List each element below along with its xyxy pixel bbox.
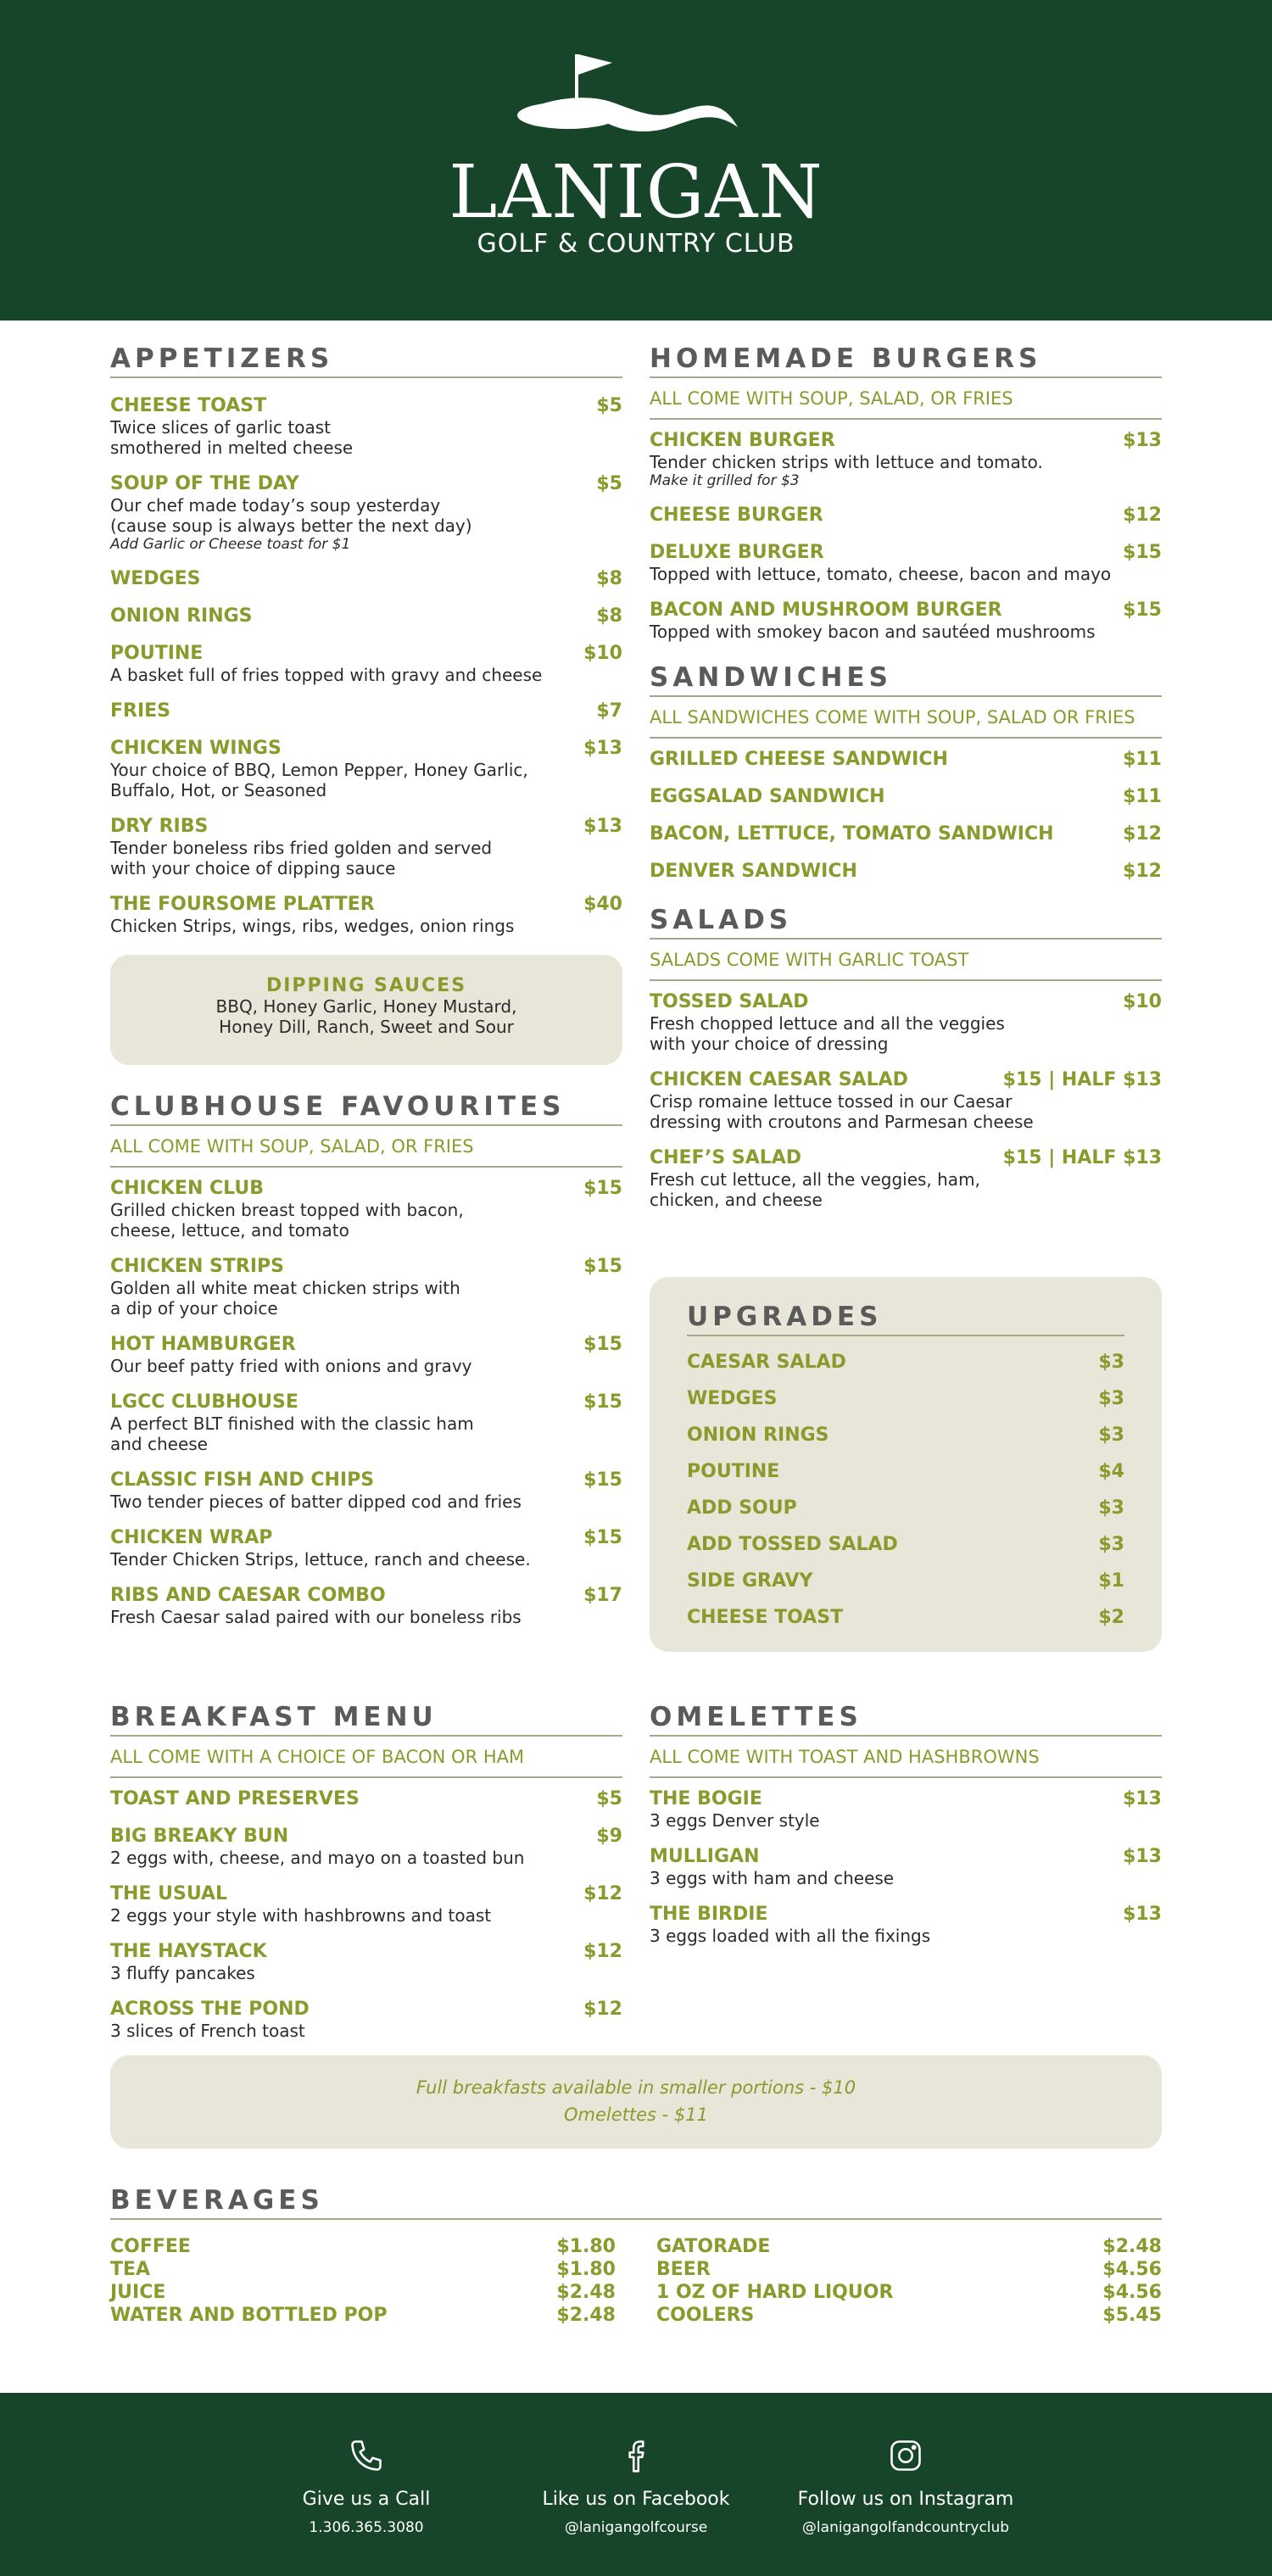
- item-price: $13: [1123, 1846, 1162, 1867]
- item-price: $17: [583, 1585, 622, 1606]
- item-price: $1.80: [556, 2236, 616, 2257]
- item-name: CHICKEN CAESAR SALAD: [650, 1069, 908, 1090]
- item-name: JUICE: [110, 2282, 166, 2303]
- item-price: $15: [1123, 542, 1162, 563]
- item-desc: Crisp romaine lettuce tossed in our Caesar: [650, 1091, 1013, 1112]
- footer-instagram-title: Follow us on Instagram: [797, 2489, 1014, 2510]
- item-name: THE BOGIE: [650, 1788, 762, 1809]
- item-price: $2.48: [556, 2305, 616, 2326]
- menu-item: [650, 505, 1162, 527]
- item-price: $13: [583, 738, 622, 759]
- item-name: CAESAR SALAD: [687, 1352, 846, 1373]
- item-desc: (cause soup is always better the next day): [110, 516, 472, 536]
- menu-item: [110, 1527, 622, 1570]
- item-desc: 3 eggs loaded with all the fixings: [650, 1926, 931, 1946]
- salads-section: [650, 904, 1162, 1210]
- section-title: BREAKFAST MENU: [110, 1701, 622, 1737]
- item-desc: Golden all white meat chicken strips with: [110, 1278, 460, 1298]
- item-name: COOLERS: [656, 2305, 755, 2326]
- item-desc: Fresh Caesar salad paired with our boneless ribs: [110, 1607, 522, 1627]
- item-price: $15: [583, 1391, 622, 1413]
- footer-facebook-title: Like us on Facebook: [542, 2489, 730, 2510]
- menu-item: [110, 605, 622, 627]
- item-price: $2.48: [1102, 2236, 1162, 2257]
- item-name: ADD SOUP: [687, 1497, 797, 1519]
- menu-item: [110, 1469, 622, 1512]
- item-name: THE BIRDIE: [650, 1904, 768, 1925]
- section-title: OMELETTES: [650, 1701, 1162, 1737]
- item-name: COFFEE: [110, 2236, 191, 2257]
- beverages-left: [110, 2235, 616, 2327]
- item-price: $1.80: [556, 2259, 616, 2280]
- item-price: $5: [596, 395, 622, 416]
- item-price: $15: [583, 1256, 622, 1277]
- menu-item: [650, 1904, 1162, 1946]
- item-desc: a dip of your choice: [110, 1298, 278, 1319]
- item-price: $15: [583, 1178, 622, 1199]
- item-desc: 3 eggs Denver style: [650, 1810, 820, 1831]
- item-name: RIBS AND CAESAR COMBO: [110, 1585, 386, 1606]
- item-name: BACON AND MUSHROOM BURGER: [650, 599, 1002, 621]
- menu-item: [110, 1334, 622, 1376]
- item-desc: Fresh cut lettuce, all the veggies, ham,: [650, 1169, 980, 1190]
- item-price: $3: [1098, 1534, 1124, 1555]
- menu-item: [110, 473, 622, 553]
- item-desc: Tender Chicken Strips, lettuce, ranch and cheese.: [110, 1549, 531, 1570]
- item-price: $9: [596, 1826, 622, 1847]
- item-name: MULLIGAN: [650, 1846, 760, 1867]
- menu-item: [110, 568, 622, 590]
- beverage-item: [656, 2258, 1162, 2281]
- item-name: CLASSIC FISH AND CHIPS: [110, 1469, 375, 1491]
- item-desc: Fresh chopped lettuce and all the veggies: [650, 1013, 1005, 1034]
- item-price: $7: [596, 700, 622, 722]
- footer-instagram-handle[interactable]: @lanigangolfandcountryclub: [801, 2519, 1010, 2536]
- menu-item: [650, 749, 1162, 771]
- item-name: BEER: [656, 2259, 711, 2280]
- upgrade-item: [687, 1352, 1124, 1374]
- item-desc: Buffalo, Hot, or Seasoned: [110, 780, 327, 800]
- item-desc: Chicken Strips, wings, ribs, wedges, onion rings: [110, 916, 515, 936]
- item-desc: dressing with croutons and Parmesan cheese: [650, 1112, 1034, 1132]
- beverage-item: [656, 2281, 1162, 2304]
- item-price: $12: [1123, 505, 1162, 526]
- item-note: Add Garlic or Cheese toast for $1: [110, 536, 351, 553]
- beverage-item: [656, 2235, 1162, 2258]
- item-desc: A basket full of fries topped with gravy and cheese: [110, 665, 543, 685]
- menu-item: [650, 786, 1162, 808]
- item-name: FRIES: [110, 700, 171, 722]
- menu-item: [110, 1941, 622, 1983]
- section-title: SANDWICHES: [650, 661, 1162, 697]
- item-price: $13: [1123, 1788, 1162, 1809]
- item-name: CHEESE TOAST: [110, 395, 267, 416]
- item-name: CHICKEN WRAP: [110, 1527, 273, 1548]
- item-price: $2.48: [556, 2282, 616, 2303]
- item-price: $5: [596, 473, 622, 494]
- item-name: TEA: [110, 2259, 151, 2280]
- item-desc: with your choice of dipping sauce: [110, 858, 396, 878]
- item-desc: 3 fluffy pancakes: [110, 1963, 255, 1983]
- breakfast-section: [110, 1701, 622, 2041]
- portions-note-line: Full breakfasts available in smaller portions - $10: [416, 2077, 856, 2098]
- item-price: $10: [583, 643, 622, 664]
- upgrade-item: [687, 1388, 1124, 1410]
- upgrades-box: [650, 1277, 1162, 1652]
- item-price: $15: [1123, 599, 1162, 621]
- item-desc: A perfect BLT finished with the classic ham: [110, 1413, 474, 1434]
- section-note: ALL SANDWICHES COME WITH SOUP, SALAD OR FRIES: [650, 697, 1162, 739]
- item-name: SIDE GRAVY: [687, 1570, 813, 1592]
- menu-item: [110, 395, 622, 458]
- item-name: POUTINE: [110, 643, 204, 664]
- item-desc: Your choice of BBQ, Lemon Pepper, Honey Garlic,: [110, 760, 528, 780]
- item-price: $1: [1098, 1570, 1124, 1592]
- section-title: HOMEMADE BURGERS: [650, 343, 1162, 378]
- item-price: $12: [583, 1941, 622, 1962]
- item-price: $13: [1123, 430, 1162, 451]
- item-price: $4.56: [1102, 2282, 1162, 2303]
- item-price: $5.45: [1102, 2305, 1162, 2326]
- item-desc: and cheese: [110, 1434, 208, 1454]
- item-name: TOAST AND PRESERVES: [110, 1788, 360, 1809]
- section-title: CLUBHOUSE FAVOURITES: [110, 1090, 622, 1126]
- item-price: $15 | HALF $13: [1002, 1147, 1162, 1168]
- item-price: $15: [583, 1334, 622, 1355]
- item-name: DENVER SANDWICH: [650, 861, 857, 882]
- item-price: $3: [1098, 1352, 1124, 1373]
- section-note: ALL COME WITH SOUP, SALAD, OR FRIES: [110, 1126, 622, 1168]
- item-price: $11: [1123, 749, 1162, 770]
- item-name: HOT HAMBURGER: [110, 1334, 296, 1355]
- menu-item: [110, 643, 622, 685]
- dipping-sauces-line: BBQ, Honey Garlic, Honey Mustard,: [215, 996, 517, 1017]
- item-desc: Grilled chicken breast topped with bacon,: [110, 1200, 464, 1220]
- beverages-section: [110, 2184, 1162, 2220]
- menu-item: [110, 1788, 622, 1810]
- item-price: $15 | HALF $13: [1002, 1069, 1162, 1090]
- upgrade-item: [687, 1570, 1124, 1592]
- item-name: POUTINE: [687, 1461, 780, 1482]
- menu-item: [110, 1585, 622, 1627]
- item-name: GATORADE: [656, 2236, 771, 2257]
- item-desc: with your choice of dressing: [650, 1034, 889, 1054]
- item-desc: Twice slices of garlic toast: [110, 417, 331, 438]
- item-price: $5: [596, 1788, 622, 1809]
- logo-title: LANIGAN: [449, 150, 823, 235]
- item-note: Make it grilled for $3: [650, 472, 800, 489]
- portions-note-box: [110, 2055, 1162, 2149]
- item-name: GRILLED CHEESE SANDWICH: [650, 749, 948, 770]
- menu-item: [650, 1069, 1162, 1132]
- item-name: WEDGES: [110, 568, 201, 589]
- item-desc: Our beef patty fried with onions and gravy: [110, 1356, 472, 1376]
- section-title: BEVERAGES: [110, 2184, 1162, 2220]
- menu-item: [650, 1147, 1162, 1210]
- upgrade-item: [687, 1425, 1124, 1447]
- footer-call-title: Give us a Call: [302, 2489, 431, 2510]
- item-desc: Tender boneless ribs fried golden and served: [110, 838, 493, 858]
- footer: [0, 2393, 1272, 2576]
- item-desc: Topped with lettuce, tomato, cheese, bacon and mayo: [650, 564, 1112, 584]
- item-name: CHICKEN STRIPS: [110, 1256, 284, 1277]
- footer-facebook-handle[interactable]: @lanigangolfcourse: [564, 2519, 708, 2536]
- section-title: APPETIZERS: [110, 343, 622, 378]
- item-name: ADD TOSSED SALAD: [687, 1534, 898, 1555]
- item-name: CHICKEN CLUB: [110, 1178, 265, 1199]
- item-price: $2: [1098, 1607, 1124, 1628]
- item-name: SOUP OF THE DAY: [110, 473, 299, 494]
- menu-item: [650, 430, 1162, 489]
- item-desc: 3 eggs with ham and cheese: [650, 1868, 895, 1888]
- menu-item: [650, 823, 1162, 845]
- instagram-icon: [887, 2437, 924, 2474]
- sandwiches-section: [650, 661, 1162, 883]
- upgrade-item: [687, 1534, 1124, 1556]
- item-price: $12: [1123, 861, 1162, 882]
- clubhouse-section: [110, 1090, 622, 1627]
- item-name: ONION RINGS: [110, 605, 253, 627]
- burgers-section: [650, 343, 1162, 642]
- menu-item: [110, 1256, 622, 1319]
- beverage-item: [110, 2304, 616, 2327]
- item-price: $15: [583, 1469, 622, 1491]
- item-price: $13: [1123, 1904, 1162, 1925]
- item-name: DELUXE BURGER: [650, 542, 824, 563]
- item-price: $13: [583, 816, 622, 837]
- item-price: $3: [1098, 1425, 1124, 1446]
- item-name: BACON, LETTUCE, TOMATO SANDWICH: [650, 823, 1054, 845]
- item-name: TOSSED SALAD: [650, 991, 809, 1012]
- item-name: EGGSALAD SANDWICH: [650, 786, 885, 807]
- omelettes-section: [650, 1701, 1162, 1946]
- footer-phone-number[interactable]: 1.306.365.3080: [309, 2519, 424, 2536]
- facebook-icon: [617, 2437, 655, 2474]
- section-title: SALADS: [650, 904, 1162, 940]
- item-name: CHICKEN WINGS: [110, 738, 282, 759]
- menu-item: [650, 542, 1162, 584]
- item-price: $4: [1098, 1461, 1124, 1482]
- item-price: $3: [1098, 1497, 1124, 1519]
- dipping-sauces-line: Honey Dill, Ranch, Sweet and Sour: [219, 1017, 514, 1037]
- menu-item: [110, 1826, 622, 1868]
- dipping-sauces-title: DIPPING SAUCES: [265, 975, 467, 996]
- item-name: BIG BREAKY BUN: [110, 1826, 289, 1847]
- section-note: ALL COME WITH TOAST AND HASHBROWNS: [650, 1737, 1162, 1778]
- item-price: $12: [1123, 823, 1162, 845]
- item-price: $4.56: [1102, 2259, 1162, 2280]
- item-name: ONION RINGS: [687, 1425, 829, 1446]
- item-price: $8: [596, 568, 622, 589]
- menu-item: [650, 991, 1162, 1054]
- item-price: $10: [1123, 991, 1162, 1012]
- beverage-item: [656, 2304, 1162, 2327]
- upgrade-item: [687, 1497, 1124, 1519]
- item-name: ACROSS THE POND: [110, 1999, 310, 2020]
- item-name: LGCC CLUBHOUSE: [110, 1391, 298, 1413]
- menu-item: [650, 599, 1162, 642]
- upgrade-item: [687, 1607, 1124, 1629]
- item-desc: cheese, lettuce, and tomato: [110, 1220, 349, 1241]
- item-name: THE USUAL: [110, 1883, 228, 1904]
- dipping-sauces-box: [110, 955, 622, 1065]
- item-price: $12: [583, 1999, 622, 2020]
- section-note: SALADS COME WITH GARLIC TOAST: [650, 940, 1162, 981]
- beverages-right: [656, 2235, 1162, 2327]
- golf-flag-logo-icon: [509, 49, 746, 142]
- item-name: WATER AND BOTTLED POP: [110, 2305, 388, 2326]
- item-name: CHICKEN BURGER: [650, 430, 835, 451]
- item-price: $3: [1098, 1388, 1124, 1409]
- item-name: THE FOURSOME PLATTER: [110, 894, 375, 915]
- upgrade-item: [687, 1461, 1124, 1483]
- menu-item: [110, 816, 622, 878]
- item-desc: 2 eggs with, cheese, and mayo on a toasted bun: [110, 1848, 525, 1868]
- item-name: THE HAYSTACK: [110, 1941, 267, 1962]
- section-note: ALL COME WITH A CHOICE OF BACON OR HAM: [110, 1737, 622, 1778]
- item-desc: 2 eggs your style with hashbrowns and toast: [110, 1905, 492, 1926]
- item-name: CHEESE TOAST: [687, 1607, 844, 1628]
- item-price: $12: [583, 1883, 622, 1904]
- section-note: ALL COME WITH SOUP, SALAD, OR FRIES: [650, 378, 1162, 420]
- beverage-item: [110, 2281, 616, 2304]
- item-name: 1 OZ OF HARD LIQUOR: [656, 2282, 894, 2303]
- menu-item: [110, 1883, 622, 1926]
- item-desc: Our chef made today’s soup yesterday: [110, 495, 441, 516]
- item-name: CHEF’S SALAD: [650, 1147, 802, 1168]
- menu-item: [650, 861, 1162, 883]
- beverage-item: [110, 2258, 616, 2281]
- portions-note-line: Omelettes - $11: [564, 2105, 708, 2125]
- item-desc: smothered in melted cheese: [110, 438, 354, 458]
- item-name: DRY RIBS: [110, 816, 209, 837]
- header: [0, 0, 1272, 321]
- item-price: $15: [583, 1527, 622, 1548]
- item-desc: Two tender pieces of batter dipped cod and fries: [110, 1492, 522, 1512]
- logo-subtitle: GOLF & COUNTRY CLUB: [477, 229, 795, 259]
- item-name: WEDGES: [687, 1388, 778, 1409]
- beverage-item: [110, 2235, 616, 2258]
- phone-icon: [348, 2437, 385, 2474]
- item-desc: 3 slices of French toast: [110, 2021, 305, 2041]
- menu-item: [110, 1999, 622, 2041]
- item-price: $8: [596, 605, 622, 627]
- item-desc: Topped with smokey bacon and sautéed mushrooms: [650, 622, 1096, 642]
- item-price: $40: [583, 894, 622, 915]
- item-desc: chicken, and cheese: [650, 1190, 823, 1210]
- menu-item: [110, 738, 622, 800]
- item-name: CHEESE BURGER: [650, 505, 823, 526]
- item-desc: Tender chicken strips with lettuce and tomato.: [650, 452, 1043, 472]
- menu-item: [110, 1391, 622, 1454]
- menu-item: [650, 1846, 1162, 1888]
- appetizers-section: [110, 343, 622, 936]
- menu-item: [650, 1788, 1162, 1831]
- section-title: UPGRADES: [687, 1301, 1124, 1336]
- menu-item: [110, 894, 622, 936]
- menu-item: [110, 700, 622, 722]
- item-price: $11: [1123, 786, 1162, 807]
- menu-item: [110, 1178, 622, 1241]
